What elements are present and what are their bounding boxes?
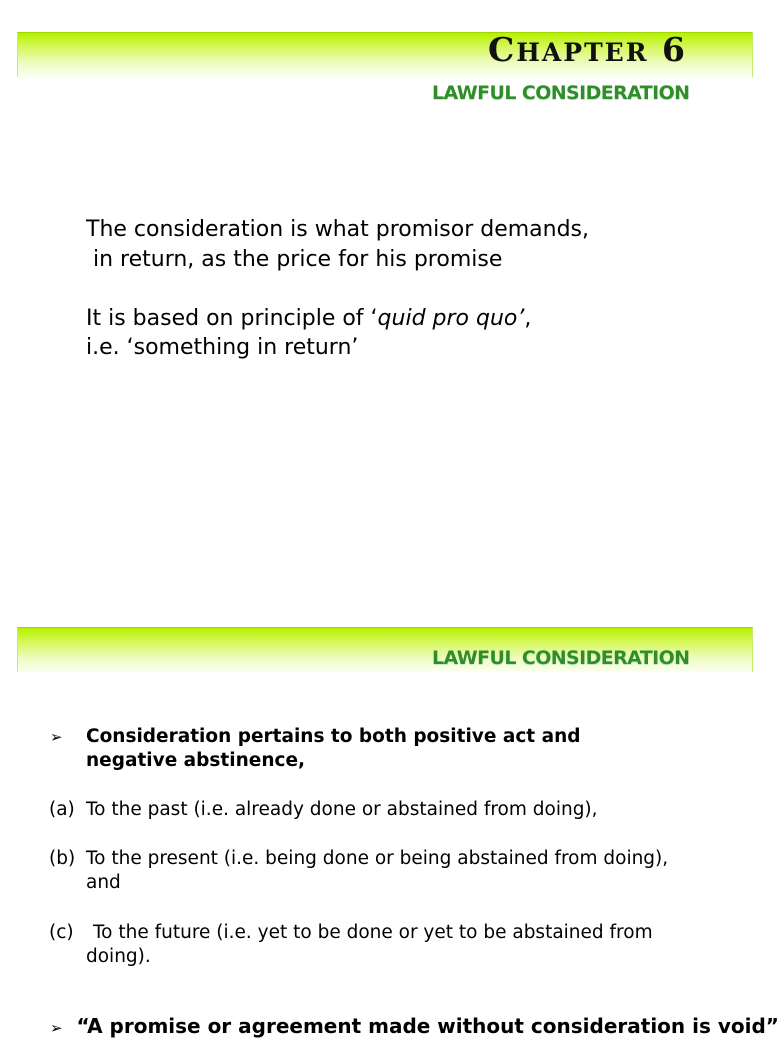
section-title: LAWFUL CONSIDERATION <box>432 647 690 669</box>
section-title: LAWFUL CONSIDERATION <box>432 82 690 104</box>
chapter-number: 6 <box>662 30 687 69</box>
intro-line-2: in return, as the price for his promise <box>86 246 503 272</box>
item-label: (a) <box>49 799 75 820</box>
intro-line-3-comma: , <box>524 305 532 331</box>
chapter-title-initial: C <box>488 30 517 69</box>
slide-consideration-details <box>0 600 779 1038</box>
intro-text <box>86 215 589 363</box>
intro-line-1: The consideration is what promisor demands, <box>86 217 590 242</box>
paragraph-gap <box>86 274 589 304</box>
chapter-title <box>488 30 687 69</box>
item-label: (b) <box>49 848 76 869</box>
arrow-bullet-icon: ➢ <box>50 1019 63 1037</box>
item-text: To the future (i.e. yet to be done or yet to be abstained from doing). <box>86 922 653 967</box>
intro-line-3 <box>86 304 589 334</box>
item-text: To the past (i.e. already done or abstained from doing), <box>86 799 598 820</box>
quid-pro-quo: quid pro quo’ <box>377 305 525 331</box>
item-label: (c) <box>49 922 74 943</box>
bullet-text: Consideration pertains to both positive act and negative abstinence, <box>86 726 581 771</box>
item-text: To the present (i.e. being done or being abstained from doing), and <box>86 848 669 893</box>
arrow-bullet-icon: ➢ <box>50 728 63 746</box>
intro-line-4: i.e. ‘something in return’ <box>86 335 359 360</box>
chapter-title-rest: HAPTER <box>516 38 649 67</box>
cutoff-bullet <box>50 1014 779 1040</box>
cutoff-text: “A promise or agreement made without consideration is void” <box>76 1014 779 1038</box>
intro-line-3-start: It is based on principle of ‘ <box>86 305 378 331</box>
